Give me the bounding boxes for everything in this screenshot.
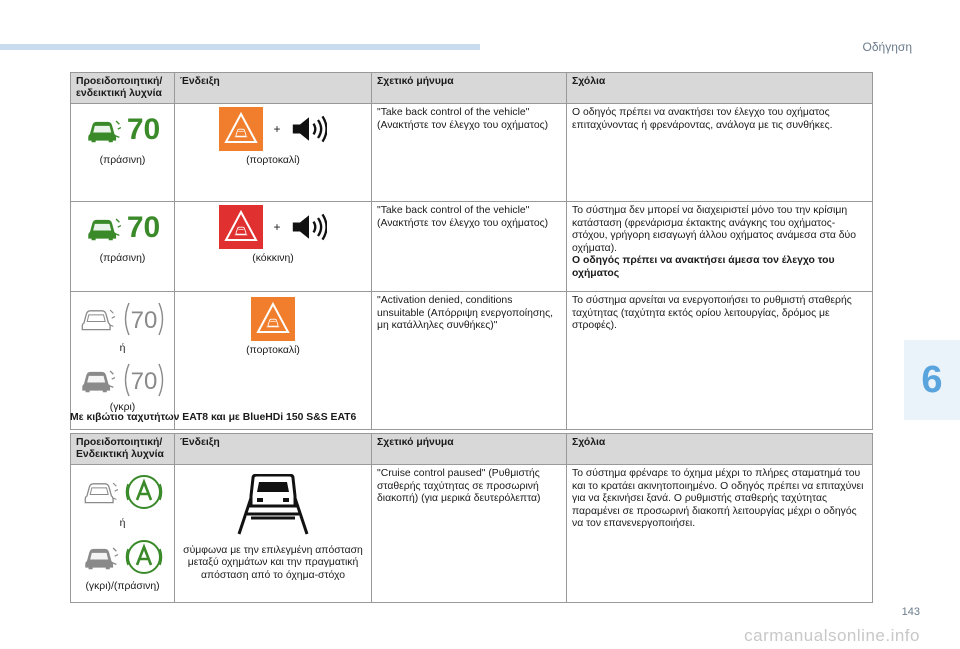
comment-bold-text: Ο οδηγός πρέπει να ανακτήσει άμεσα τον έλεγχο του οχήματος: [572, 255, 835, 279]
table-row: [71, 292, 873, 430]
lamp-color: (γκρι)/(πράσινη): [85, 580, 160, 592]
section-title: Οδήγηση: [862, 40, 912, 54]
comment-cell: [567, 202, 873, 292]
comment-text: Το σύστημα δεν μπορεί να διαχειριστεί μόνο του την κρίσιμη κατάσταση (φρενάρισμα έκτακτης ανάγκης του οχήματος-στόχου, γρήγορη εισαγωγή άλλου οχήματος ανάμεσα στα δύο οχήματα).: [572, 205, 856, 254]
comment-text: Ο οδηγός πρέπει να ανακτήσει τον έλεγχο του οχήματος επιταχύνοντας ή φρενάροντας, ανάλογα με τις συνθήκες.: [567, 104, 873, 202]
lamp-cell: [71, 292, 175, 430]
page-number: 143: [901, 606, 920, 618]
vehicle-distance-icon: [223, 474, 323, 536]
message-text: "Activation denied, conditions unsuitable (Απόρριψη ενεργοποίησης, μη κατάλληλες συνθήκες)": [372, 292, 567, 430]
indication-cell: [175, 202, 372, 292]
col-header-lamp: Προειδοποιητική/ Ενδεικτική λυχνία: [71, 434, 175, 465]
car-speed-outline-icon: [79, 305, 115, 333]
or-text: ή: [119, 343, 126, 354]
top-accent-bar: [0, 44, 480, 50]
car-grey-icon: [82, 543, 118, 571]
info-table: [70, 433, 873, 603]
plus-sign: +: [273, 121, 281, 136]
indication-cell: [175, 292, 372, 430]
comment-text: Το σύστημα αρνείται να ενεργοποιήσει το ρυθμιστή σταθερής ταχύτητας (ταχύτητα εκτός ορίου λειτουργίας, δρόμος με στροφές).: [567, 292, 873, 430]
car-speed-green-icon: [85, 116, 121, 144]
warning-orange-icon: [251, 297, 295, 341]
or-text: ή: [119, 518, 126, 529]
car-speed-green-icon: [85, 214, 121, 242]
col-header-comments: Σχόλια: [567, 434, 873, 465]
watermark: carmanualsonline.info: [744, 626, 920, 645]
speed-grey-icon: [121, 362, 167, 398]
speed-value: 70: [130, 367, 157, 395]
table-row: [71, 202, 873, 292]
lamp-cell: [71, 465, 175, 603]
indication-text: σύμφωνα με την επιλεγμένη απόσταση μεταξύ οχημάτων και την πραγματική απόσταση από το όχημα-στόχο: [183, 544, 363, 581]
indication-color: (πορτοκαλί): [246, 155, 300, 166]
table-row: [71, 465, 873, 603]
message-text: "Cruise control paused" (Ρυθμιστής σταθερής ταχύτητας σε προσωρινή διακοπή) (για μερικά δευτερόλεπτα): [372, 465, 567, 603]
lamp-cell: [71, 104, 175, 202]
table2-title: Με κιβώτιο ταχυτήτων EAT8 και με BlueHDi 150 S&S EAT6: [70, 412, 357, 423]
message-text: "Take back control of the vehicle" (Ανακτήστε τον έλεγχο του οχήματος): [372, 104, 567, 202]
warning-orange-icon: [219, 107, 263, 151]
col-header-comments: Σχόλια: [567, 73, 873, 104]
lamp-color: (πράσινη): [99, 253, 146, 264]
speed-value: 70: [126, 113, 161, 146]
speed-value: 70: [126, 211, 161, 244]
sound-icon: [291, 213, 327, 241]
indication-cell: [175, 465, 372, 603]
auto-hold-outline-icon: [124, 472, 164, 512]
col-header-message: Σχετικό μήνυμα: [372, 434, 567, 465]
auto-hold-icon: [124, 537, 164, 577]
indication-color: (κόκκινη): [252, 253, 294, 264]
indication-cell: [175, 104, 372, 202]
col-header-lamp: Προειδοποιητική/ ενδεικτική λυχνία: [71, 73, 175, 104]
car-speed-grey-icon: [79, 366, 115, 394]
speed-outline-icon: [121, 301, 167, 337]
col-header-indication: Ένδειξη: [175, 434, 372, 465]
lamp-cell: [71, 202, 175, 292]
lamp-color: (πράσινη): [99, 155, 146, 166]
message-text: "Take back control of the vehicle" (Ανακτήστε τον έλεγχο του οχήματος): [372, 202, 567, 292]
warning-red-icon: [219, 205, 263, 249]
speed-value: 70: [130, 307, 157, 334]
chapter-tab[interactable]: 6: [904, 340, 960, 420]
car-outline-icon: [82, 478, 118, 506]
comment-text: Το σύστημα φρέναρε το όχημα μέχρι το πλήρες σταματημά του και το κρατάει ακινητοποιημένο. Ο οδηγός πρέπει να επιταχύνει για να ξεκινήσει ξανά. Ο ρυθμιστής σταθερής ταχύτητας παραμένει σε προσωρινή διακοπή λειτουργίας μέχρι ο οδηγός να τον επανενεργοποιήσει.: [567, 465, 873, 603]
col-header-message: Σχετικό μήνυμα: [372, 73, 567, 104]
plus-sign: +: [273, 219, 281, 234]
col-header-indication: Ένδειξη: [175, 73, 372, 104]
indication-color: (πορτοκαλί): [246, 345, 300, 356]
warning-table: [70, 72, 873, 430]
table-row: [71, 104, 873, 202]
lamp-color: (γκρι): [109, 401, 136, 413]
sound-icon: [291, 115, 327, 143]
